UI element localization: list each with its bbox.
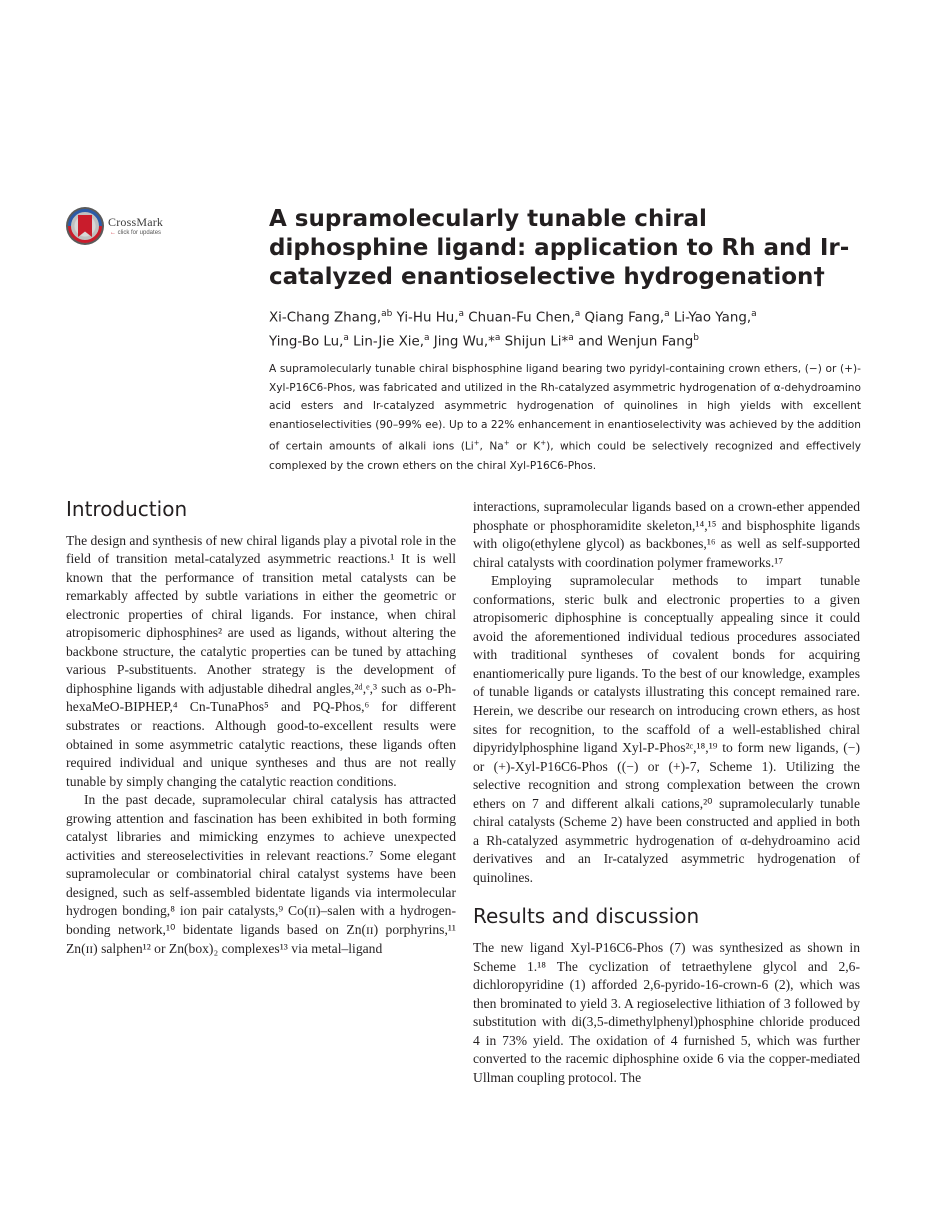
abstract-text: A supramolecularly tunable chiral bisphosphine ligand bearing two pyridyl-containing crown ethers, (−) or (+)-Xyl-P16C6-Phos, was fabricated and utilized in the Rh-catalyzed asymmetric hydrogenation of α-dehydroamino acid esters and Ir-catalyzed asymmetric hydrogenation of quinolines in high yields with excellent enantioselectivities (90–99% ee). Up to a 22% enhancement in enantioselectivity was achieved by the addition of certain amounts of alkali ions (Li	[269, 363, 861, 453]
author-affiliation: a	[751, 309, 757, 319]
ion-charge: +	[473, 439, 480, 448]
right-paragraph-1: interactions, supramolecular ligands based on a crown-ether appended phosphate or phosphoramidite skeleton,¹⁴,¹⁵ and bisphosphite ligands with oligo(ethylene glycol) as backbones,¹⁶ as well as self-supported chiral catalysts with coordination polymer frameworks.¹⁷	[473, 499, 860, 570]
intro-paragraph-2: In the past decade, supramolecular chiral catalysis has attracted growing attention and fascination has been exhibited in both forming catalyst libraries and mimicking enzymes to achieve unexpected activities and stereoselectivities in relevant reactions.⁷ Some elegant supramolecular or combinatorial chiral catalyst systems have been designed, such as self-assembled bidentate ligands via intermolecular hydrogen bonding,⁸ ion pair catalysts,⁹ Co(ɪɪ)–salen with a hydrogen-bonding network,¹⁰ bidentate ligands based on Zn(ɪɪ) porphyrins,¹¹ Zn(ɪɪ) salphen¹² or Zn(box)₂ complexes¹³ via metal–ligand	[66, 792, 456, 956]
introduction-heading: Introduction	[66, 497, 188, 521]
author-list	[269, 304, 869, 353]
author-affiliation: a	[343, 333, 349, 344]
author-name: Jing Wu,*	[433, 334, 495, 350]
author-name: Lin-Jie Xie,	[353, 334, 424, 350]
arrow-icon: ←	[110, 230, 116, 236]
intro-paragraph-1: The design and synthesis of new chiral ligands play a pivotal role in the field of transition metal-catalyzed asymmetric reactions.¹ It is well known that the performance of transition metal catalysts can be remarkably affected by subtle variations in either the geometric or electronic properties of chiral ligands. For instance, when chiral atropisomeric diphosphines² are used as ligands, without altering the backbone structure, the catalytic properties can be tuned by attaching various P-substituents. Another strategy is the development of diphosphine ligands with adjustable dihedral angles,²ᵈ,ᵉ,³ such as o-Ph-hexaMeO-BIPHEP,⁴ Cn-TunaPhos⁵ and PQ-Phos,⁶ for different substrates or reactions. Although good-to-excellent results were obtained in some asymmetric catalytic reactions, these ligands often required individual and unique syntheses and thus are not really tunable by simply changing the catalytic reaction conditions.	[66, 532, 456, 789]
author-affiliation: a	[664, 309, 670, 319]
abstract-text: ), which could be selectively recognized and effectively complexed by the crown ethers on the chiral Xyl-P16C6-Phos.	[269, 440, 861, 472]
author-affiliation: a	[568, 333, 574, 344]
abstract-text: , Na	[479, 440, 504, 453]
abstract	[269, 360, 861, 475]
right-column	[473, 498, 860, 1087]
author-affiliation: b	[693, 333, 699, 344]
author-affiliation: ab	[381, 309, 393, 319]
ion-charge: +	[503, 439, 510, 448]
results-heading: Results and discussion	[473, 904, 700, 929]
crossmark-updates-link[interactable]	[110, 230, 161, 236]
author-affiliation: a	[574, 309, 581, 319]
crossmark-badge[interactable]	[66, 207, 186, 249]
author-affiliation: a	[423, 333, 430, 344]
crossmark-logo-text: CrossMark	[108, 215, 164, 229]
abstract-text: or K	[509, 440, 541, 453]
author-affiliation: a	[458, 309, 465, 319]
author-name: Chuan-Fu Chen,	[468, 310, 575, 326]
author-name: Li-Yao Yang,	[673, 310, 752, 326]
author-name: Qiang Fang,	[584, 310, 665, 326]
crossmark-icon	[66, 207, 104, 245]
author-name: and Wenjun Fang	[577, 334, 694, 350]
left-column	[66, 497, 456, 958]
crossmark-updates-label: click for updates	[117, 230, 162, 236]
right-paragraph-2: Employing supramolecular methods to impart tunable conformations, steric bulk and electronic properties to a given atropisomeric diphosphine is conceptually appealing since it could avoid the aforementioned individual tedious procedures associated with traditional syntheses of covalent bonds for acquiring enantiomerically pure ligands. To the best of our knowledge, examples of tunable ligands or catalysts illustrating this concept remained rare. Herein, we describe our research on introducing crown ethers, as host sites for recognition, to the scaffold of a well-established chiral dipyridylphosphine ligand Xyl-P-Phos²ᶜ,¹⁸,¹⁹ to form new ligands, (−) or (+)-Xyl-P16C6-Phos ((−) or (+)-7, Scheme 1). Utilizing the selective recognition and strong complexation between the crown ethers on 7 and different alkali cations,²⁰ supramolecularly tunable chiral catalysts (Scheme 2) have been constructed and applied in both a Rh-catalyzed asymmetric hydrogenation of α-dehydroamino acid derivatives and an Ir-catalyzed asymmetric hydrogenation of quinolines.	[473, 573, 860, 885]
ion-charge: +	[540, 439, 547, 448]
article-title: A supramolecularly tunable chiral diphosphine ligand: application to Rh and Ir-catalyzed enantioselective hydrogenation†	[269, 206, 850, 290]
author-name: Ying-Bo Lu,	[269, 334, 344, 350]
author-name: Yi-Hu Hu,	[396, 310, 459, 326]
author-affiliation: a	[494, 333, 501, 344]
author-name: Shijun Li*	[504, 334, 569, 350]
results-paragraph-1: The new ligand Xyl-P16C6-Phos (7) was synthesized as shown in Scheme 1.¹⁸ The cyclization of tetraethylene glycol and 2,6-dichloropyridine (1) afforded 2,6-pyrido-16-crown-6 (2), which was then brominated to yield 3. A regioselective lithiation of 3 followed by substitution with di(3,5-dimethylphenyl)phosphine chloride produced 4 in 73% yield. The oxidation of 4 furnished 5, which was further converted to the racemic diphosphine oxide 6 via the copper-mediated Ullman coupling protocol. The	[473, 940, 860, 1085]
author-name: Xi-Chang Zhang,	[269, 310, 382, 326]
